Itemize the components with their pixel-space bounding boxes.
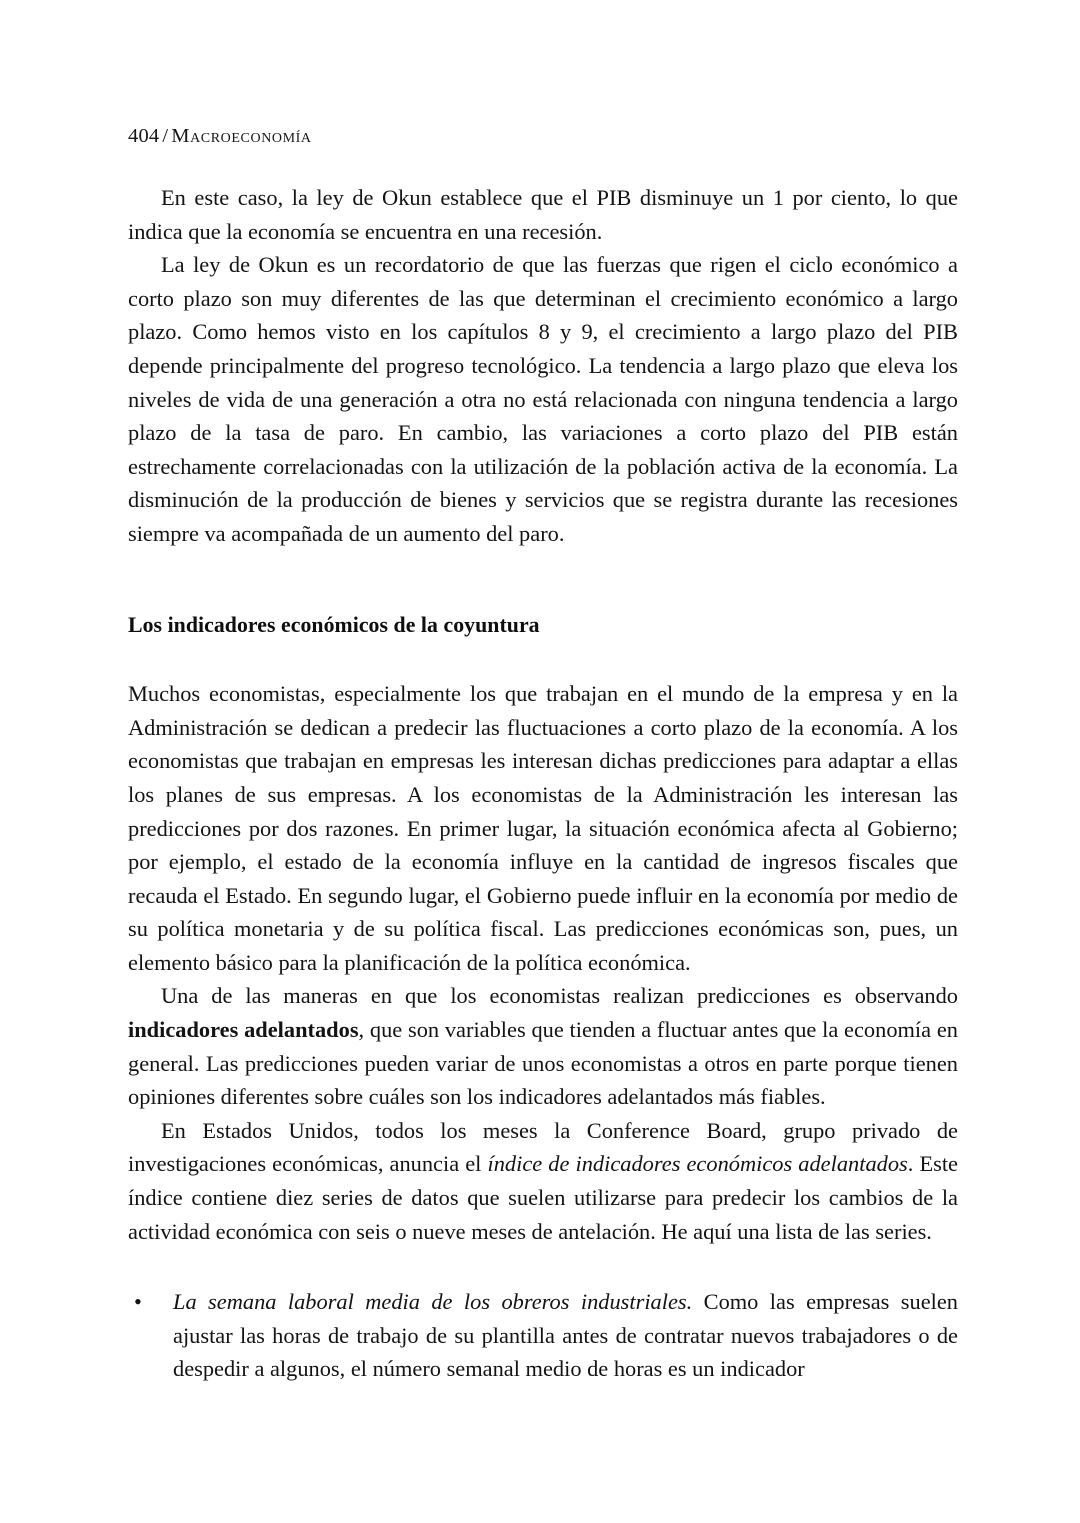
running-head-book-title: Macroeconomía	[171, 125, 312, 147]
paragraph-indicadores-adelantados	[128, 979, 958, 1113]
bold-term-indicadores-adelantados: indicadores adelantados	[128, 1017, 359, 1043]
spacer-before-heading	[128, 551, 958, 609]
list-item-text: Como las empresas suelen ajustar las horas de trabajo de su plantilla antes de contratar nuevos trabajadores o de despedir a algunos, el número semanal medio de horas es un indicador	[173, 1289, 958, 1382]
paragraph-text-tail: . Este índice contiene diez series de datos que suelen utilizarse para predecir los cambios de la actividad económica con seis o nueve meses de antelación. He aquí una lista de las series.	[128, 1151, 958, 1244]
paragraph-conference-board	[128, 1114, 958, 1248]
paragraph-okun-reminder: La ley de Okun es un recordatorio de que las fuerzas que rigen el ciclo económico a corto plazo son muy diferentes de las que determinan el crecimiento económico a largo plazo. Como hemos visto en los capítulos 8 y 9, el crecimiento a largo plazo del PIB depende principalmente del progreso tecnológico. La tendencia a largo plazo que eleva los niveles de vida de una generación a otra no está relacionada con ninguna tendencia a largo plazo de la tasa de paro. En cambio, las variaciones a corto plazo del PIB están estrechamente correlacionadas con la utilización de la población activa de la economía. La disminución de la producción de bienes y servicios que se registra durante las recesiones siempre va acompañada de un aumento del paro.	[128, 252, 958, 546]
paragraph-text-lead: En Estados Unidos, todos los meses la Conference Board, grupo privado de investigaciones económicas, anuncia el	[128, 1117, 958, 1177]
paragraph-okun-recession: En este caso, la ley de Okun establece que el PIB disminuye un 1 por ciento, lo que indica que la economía se encuentra en una recesión.	[128, 185, 958, 244]
spacer-before-list	[128, 1248, 958, 1285]
page-folio-number: 404	[128, 125, 160, 147]
paragraph-text-tail: , que son variables que tienden a fluctuar antes que la economía en general. Las predicciones pueden variar de unos economistas a otros en parte porque tienen opiniones diferentes sobre cuáles son los indicadores adelantados más fiables.	[128, 1017, 958, 1110]
running-head-separator: /	[162, 125, 169, 147]
spacer-after-heading	[128, 642, 958, 677]
section-heading-indicadores: Los indicadores económicos de la coyuntura	[128, 612, 540, 637]
running-head	[128, 124, 312, 149]
list-item	[134, 1285, 958, 1386]
bullet-icon: •	[134, 1289, 142, 1315]
paragraph-text-lead: Una de las maneras en que los economistas realizan predicciones es observando	[161, 983, 958, 1009]
list-item-italic-lead: La semana laboral media de los obreros industriales.	[173, 1289, 693, 1315]
series-list	[128, 1285, 958, 1386]
italic-term-indice-indicadores: índice de indicadores económicos adelantados	[487, 1151, 908, 1177]
paragraph-muchos-economistas: Muchos economistas, especialmente los que trabajan en el mundo de la empresa y en la Administración se dedican a predecir las fluctuaciones a corto plazo de la economía. A los economistas que trabajan en empresas les interesan dichas predicciones para adaptar a ellas los planes de sus empresas. A los economistas de la Administración les interesan las predicciones por dos razones. En primer lugar, la situación económica afecta al Gobierno; por ejemplo, el estado de la economía influye en la cantidad de ingresos fiscales que recauda el Estado. En segundo lugar, el Gobierno puede influir en la economía por medio de su política monetaria y de su política fiscal. Las predicciones económicas son, pues, un elemento básico para la planificación de la política económica.	[128, 681, 958, 975]
text-column	[128, 181, 958, 1386]
